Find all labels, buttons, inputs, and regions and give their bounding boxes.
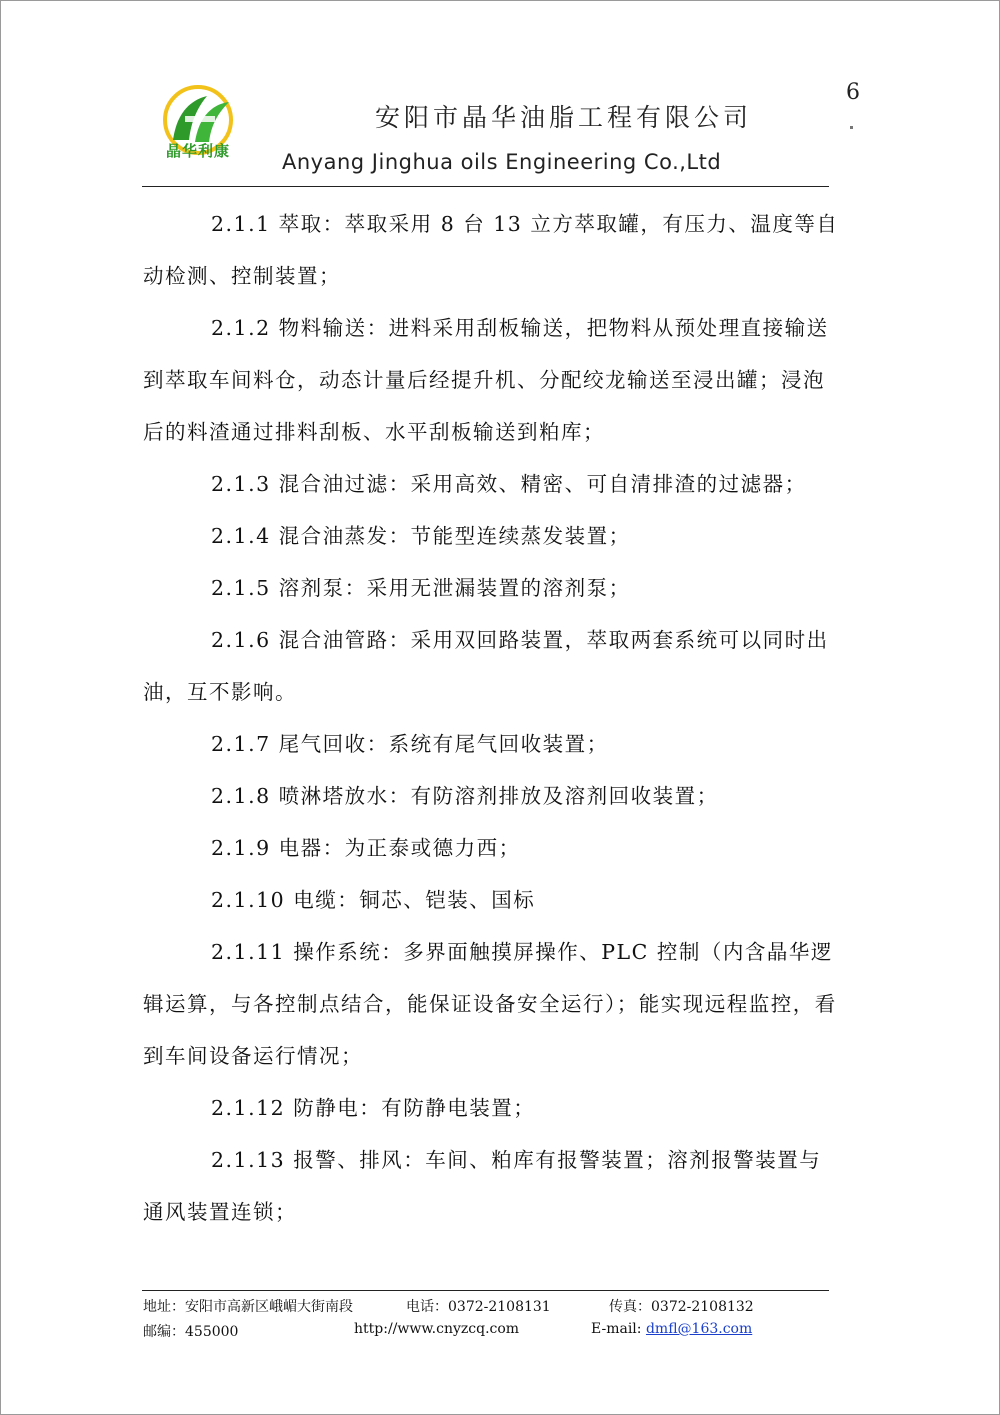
paragraph-2-1-2: 2.1.2 物料输送：进料采用刮板输送，把物料从预处理直接输送到萃取车间料仓，动态计量后经提升机、分配绞龙输送至浸出罐；浸泡后的料渣通过排料刮板、水平刮板输送到粕库； xyxy=(143,316,829,444)
paragraph-2-1-11: 2.1.11 操作系统：多界面触摸屏操作、PLC 控制（内含晶华逻辑运算，与各控制点结合，能保证设备安全运行）；能实现远程监控，看到车间设备运行情况； xyxy=(143,940,837,1068)
paragraph-2-1-1: 2.1.1 萃取：萃取采用 8 台 13 立方萃取罐，有压力、温度等自动检测、控制装置； xyxy=(143,212,839,288)
footer-fax: 传真：0372-2108132 xyxy=(609,1299,754,1315)
company-name-en: Anyang Jinghua oils Engineering Co.,Ltd xyxy=(282,150,722,174)
footer-phone: 电话：0372-2108131 xyxy=(406,1299,551,1315)
page-mark xyxy=(850,126,853,129)
paragraph-2-1-4: 2.1.4 混合油蒸发：节能型连续蒸发装置； xyxy=(211,524,631,548)
paragraph-2-1-6: 2.1.6 混合油管路：采用双回路装置，萃取两套系统可以同时出油，互不影响。 xyxy=(143,628,829,704)
paragraph-2-1-3: 2.1.3 混合油过滤：采用高效、精密、可自清排渣的过滤器； xyxy=(211,472,807,496)
footer-website-link[interactable]: http://www.cnyzcq.com xyxy=(354,1321,520,1337)
paragraph-2-1-13: 2.1.13 报警、排风：车间、粕库有报警装置；溶剂报警装置与通风装置连锁； xyxy=(143,1148,822,1224)
footer-email-label: E-mail: xyxy=(591,1321,642,1337)
logo-brand-text: 晶华利康 xyxy=(165,142,230,160)
footer-rule xyxy=(142,1290,829,1291)
paragraph-2-1-5: 2.1.5 溶剂泵：采用无泄漏装置的溶剂泵； xyxy=(211,576,631,600)
paragraph-2-1-7: 2.1.7 尾气回收：系统有尾气回收装置； xyxy=(211,732,609,756)
paragraph-2-1-10: 2.1.10 电缆：铜芯、铠装、国标 xyxy=(211,888,536,912)
footer-email xyxy=(591,1321,752,1337)
logo-bar xyxy=(185,116,215,122)
paragraph-2-1-12: 2.1.12 防静电：有防静电装置； xyxy=(211,1096,536,1120)
footer-postcode: 邮编：455000 xyxy=(143,1324,239,1340)
header-rule xyxy=(142,186,829,187)
footer-address: 地址：安阳市高新区峨嵋大街南段 xyxy=(143,1299,353,1315)
company-name-cn: 安阳市晶华油脂工程有限公司 xyxy=(375,103,753,132)
paragraph-2-1-9: 2.1.9 电器：为正泰或德力西； xyxy=(211,836,521,860)
footer-email-link[interactable]: dmfl@163.com xyxy=(645,1321,753,1337)
document-body xyxy=(143,198,843,1238)
page-number: 6 xyxy=(846,80,860,105)
paragraph-2-1-8: 2.1.8 喷淋塔放水：有防溶剂排放及溶剂回收装置； xyxy=(211,784,719,808)
